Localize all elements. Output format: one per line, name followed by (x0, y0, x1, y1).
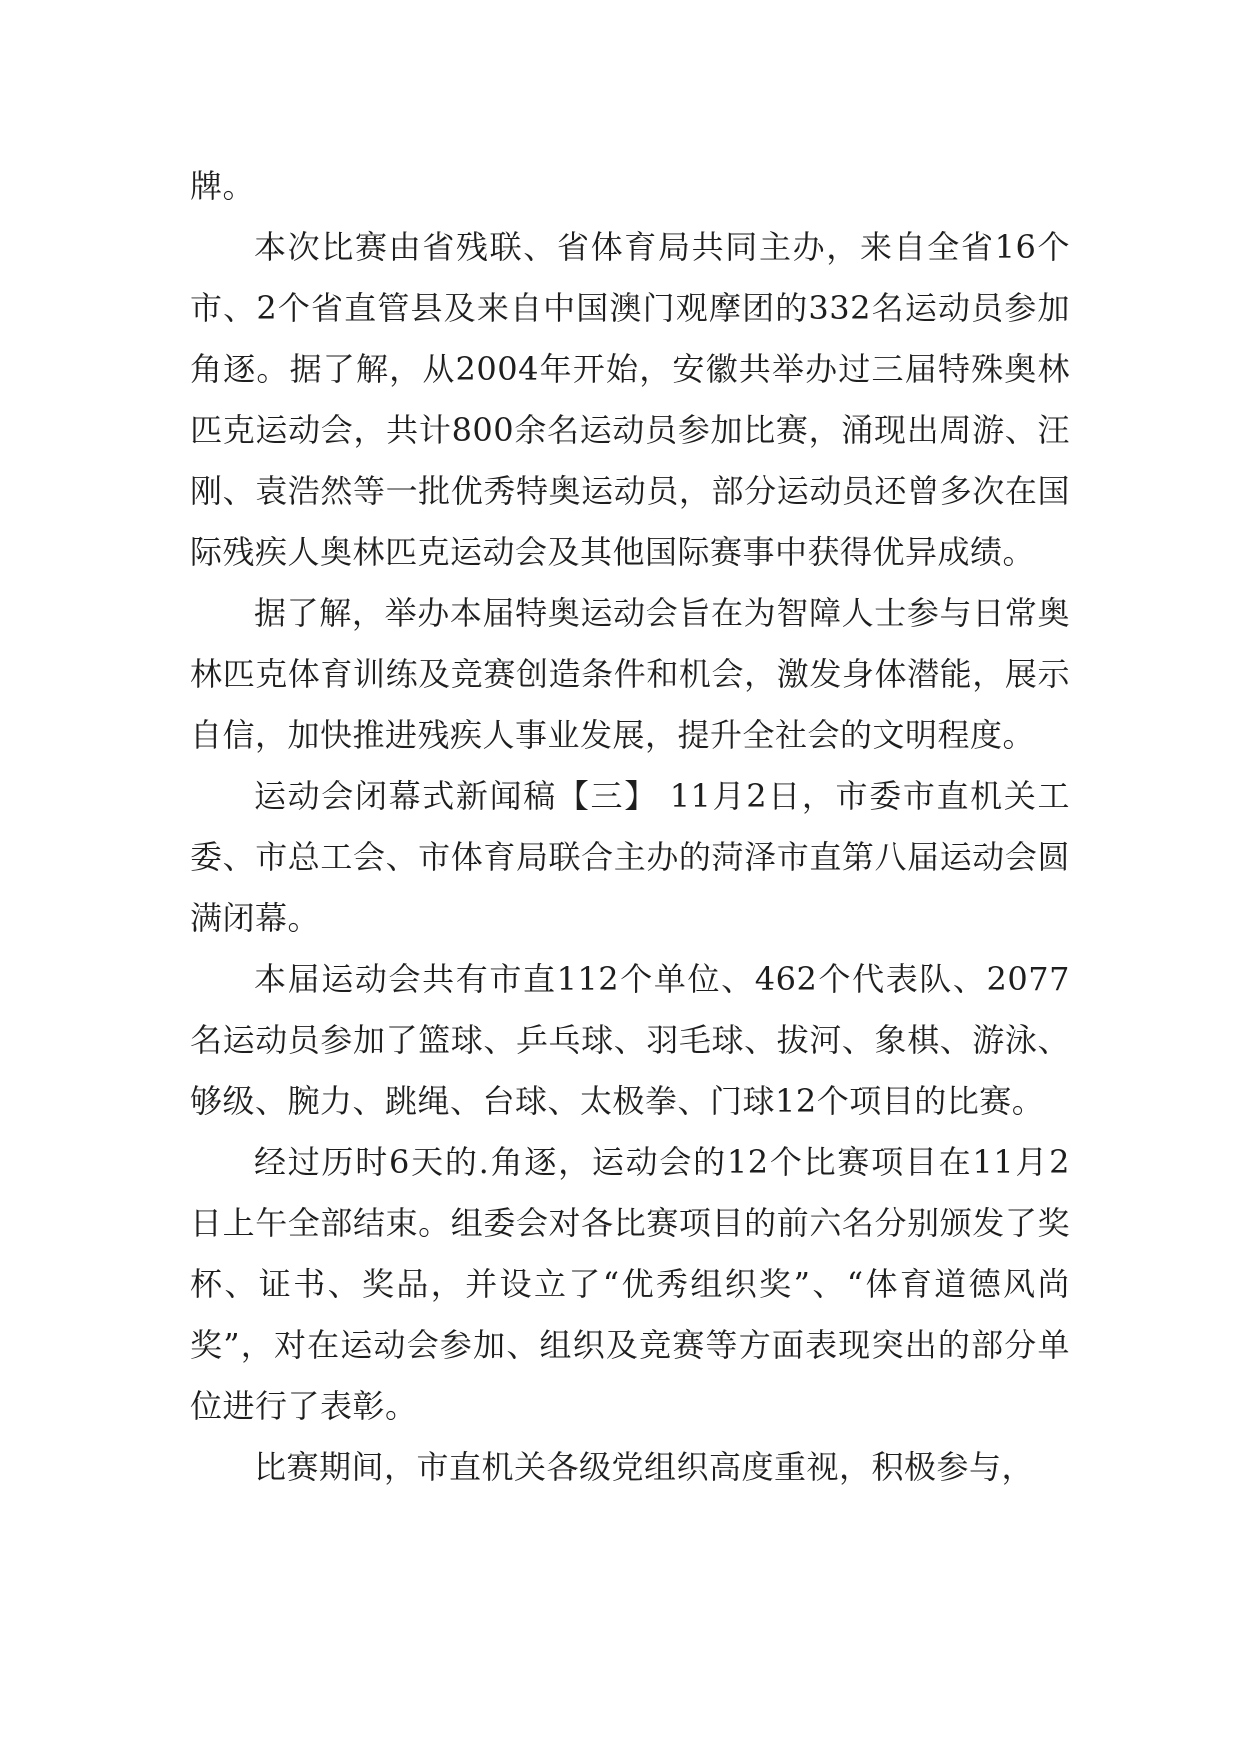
document-body (190, 156, 1070, 1498)
paragraph: 经过历时6天的.角逐，运动会的12个比赛项目在11月2日上午全部结束。组委会对各比赛项目的前六名分别颁发了奖杯、证书、奖品，并设立了“优秀组织奖”、“体育道德风尚奖”，对在运动会参加、组织及竞赛等方面表现突出的部分单位进行了表彰。 (190, 1143, 1070, 1425)
paragraph-continuation: 牌。 (190, 167, 256, 205)
paragraph: 本届运动会共有市直112个单位、462个代表队、2077名运动员参加了篮球、乒乓球、羽毛球、拔河、象棋、游泳、够级、腕力、跳绳、台球、太极拳、门球12个项目的比赛。 (190, 960, 1070, 1120)
paragraph: 本次比赛由省残联、省体育局共同主办，来自全省16个市、2个省直管县及来自中国澳门观摩团的332名运动员参加角逐。据了解，从2004年开始，安徽共举办过三届特殊奥林匹克运动会，共计800余名运动员参加比赛，涌现出周游、汪刚、袁浩然等一批优秀特奥运动员，部分运动员还曾多次在国际残疾人奥林匹克运动会及其他国际赛事中获得优异成绩。 (190, 228, 1070, 571)
paragraph: 比赛期间，市直机关各级党组织高度重视，积极参与， (254, 1448, 1035, 1486)
paragraph: 运动会闭幕式新闻稿【三】 11月2日，市委市直机关工委、市总工会、市体育局联合主办的菏泽市直第八届运动会圆满闭幕。 (190, 777, 1070, 937)
paragraph: 据了解，举办本届特奥运动会旨在为智障人士参与日常奥林匹克体育训练及竞赛创造条件和机会，激发身体潜能，展示自信，加快推进残疾人事业发展，提升全社会的文明程度。 (190, 594, 1070, 754)
